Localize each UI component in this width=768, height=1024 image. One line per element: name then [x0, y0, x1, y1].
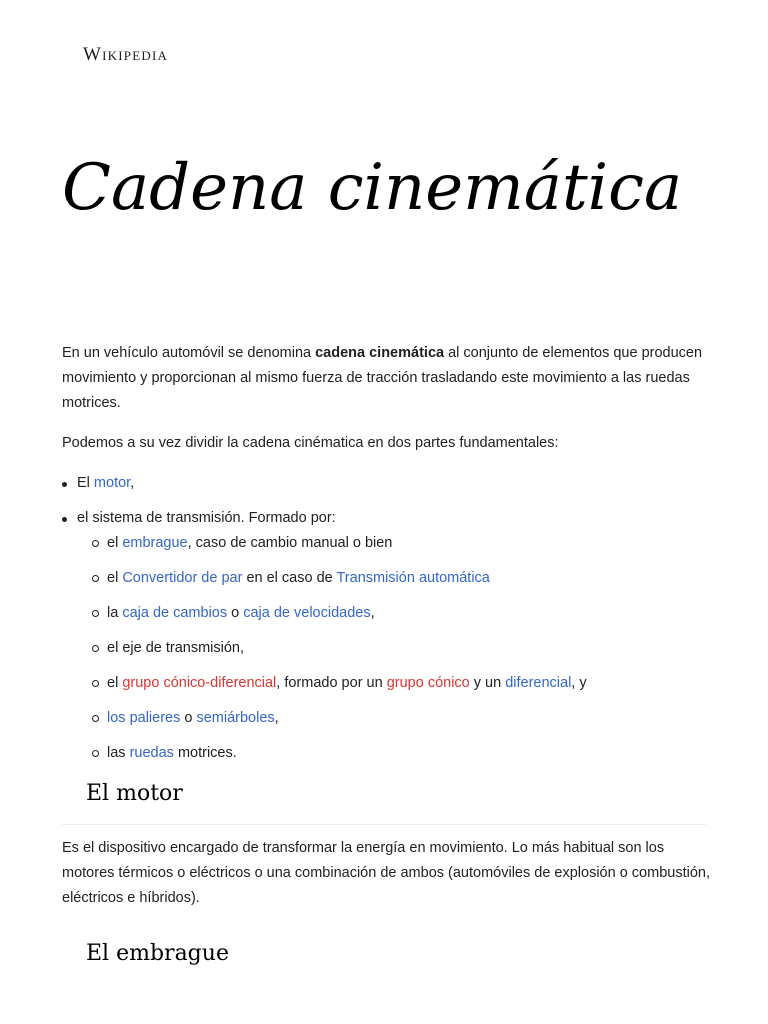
redlink-grupo-conico-diferencial[interactable]: grupo cónico-diferencial [122, 675, 277, 691]
section-heading-embrague[interactable]: El embrague [86, 941, 229, 966]
list-text: o [227, 605, 244, 621]
sublist-item [77, 671, 710, 696]
sublist-item [77, 741, 710, 766]
list-text: el [107, 535, 123, 551]
wikipedia-logo[interactable]: Wikipedia [83, 44, 169, 65]
list-text: o [180, 710, 197, 726]
redlink-grupo-conico[interactable]: grupo cónico [386, 675, 470, 691]
section-heading-motor[interactable]: El motor [86, 781, 183, 806]
list-text: el sistema de transmisión. Formado por: [77, 510, 336, 526]
parts-paragraph: Podemos a su vez dividir la cadena cinématica en dos partes fundamentales: [62, 435, 559, 451]
link-caja-de-velocidades[interactable]: caja de velocidades [243, 605, 371, 621]
intro-text: En un vehículo automóvil se denomina [62, 345, 316, 361]
link-semiarboles[interactable]: semiárboles [196, 710, 275, 726]
list-text: , [274, 710, 279, 726]
list-text: motrices. [173, 745, 237, 761]
link-los-palieres[interactable]: los palieres [107, 710, 181, 726]
list-text: la [107, 605, 123, 621]
sublist-item [77, 531, 710, 556]
sublist-item: el eje de transmisión, [77, 636, 710, 661]
intro-paragraph [62, 341, 710, 416]
list-item-motor [62, 471, 710, 496]
link-diferencial[interactable]: diferencial [505, 675, 572, 691]
list-text: El [77, 475, 94, 491]
link-embrague[interactable]: embrague [122, 535, 188, 551]
list-text: y un [469, 675, 506, 691]
list-text: , [370, 605, 375, 621]
list-text: , formado por un [276, 675, 387, 691]
list-text: las [107, 745, 130, 761]
list-text: , caso de cambio manual o bien [187, 535, 393, 551]
sublist-item [77, 706, 710, 731]
transmission-sublist [77, 531, 710, 766]
list-text: , [130, 475, 135, 491]
list-text: , y [571, 675, 587, 691]
list-text: el [107, 675, 123, 691]
intro-bold-term: cadena cinemática [315, 345, 445, 361]
section-divider [62, 824, 706, 825]
list-item-transmision [62, 506, 710, 766]
link-convertidor-de-par[interactable]: Convertidor de par [122, 570, 243, 586]
sublist-item [77, 566, 710, 591]
link-transmision-automatica[interactable]: Transmisión automática [336, 570, 490, 586]
article-body [62, 341, 710, 776]
parts-list [62, 471, 710, 766]
list-text: el [107, 570, 123, 586]
list-text: en el caso de [242, 570, 337, 586]
page-title: Cadena cinemática [62, 151, 683, 225]
intro-text-cont: al conjunto de elementos que producen movimiento y proporcionan al mismo fuerza de tracción trasladando este movimiento a las ruedas motrices. [62, 345, 703, 411]
section-paragraph-motor: Es el dispositivo encargado de transformar la energía en movimiento. Lo más habitual son los motores térmicos o eléctricos o una combinación de ambos (automóviles de explosión o combustión, eléctricos e híbridos). [62, 840, 710, 906]
link-ruedas[interactable]: ruedas [129, 745, 174, 761]
link-caja-de-cambios[interactable]: caja de cambios [122, 605, 228, 621]
link-motor[interactable]: motor [93, 475, 131, 491]
sublist-item [77, 601, 710, 626]
